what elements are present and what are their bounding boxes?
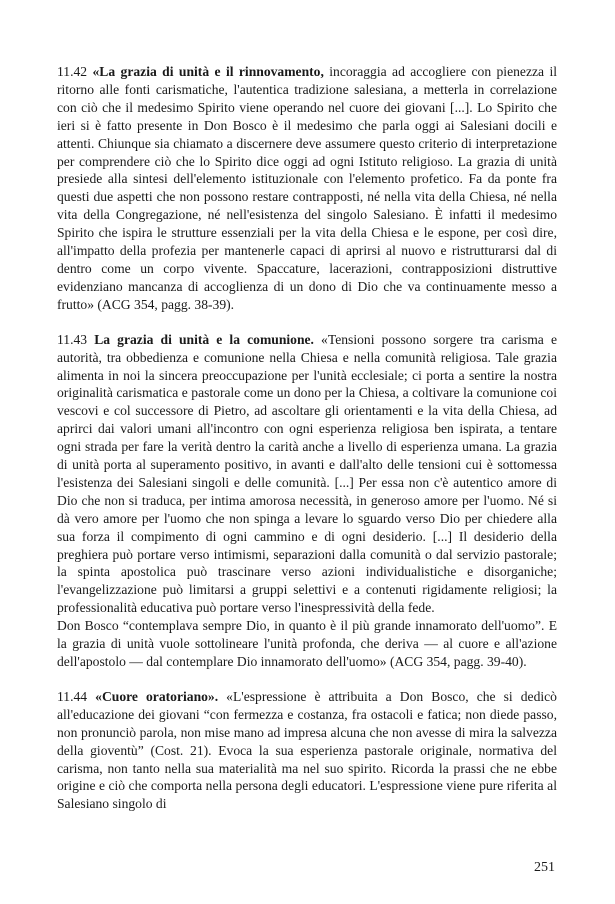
section-title: «Cuore oratoriano». [95,688,219,704]
section-number: 11.44 [57,688,88,704]
page-body [57,63,557,830]
section-title: La grazia di unità e la comunione. [94,331,314,347]
paragraph [57,688,557,813]
section-text: «L'espressione è attribuita a Don Bosco, che si dedicò all'educazione dei giovani “con fermezza e costanza, fra ostacoli e fatica; non diede passo, non pronunciò parola, non mise mano ad impresa alcuna che non avesse di mira la salvezza della gioventù” (Cost. 21). Evoca la sua esperienza pastorale originale, normativa del carisma, non tanto nella sua materialità ma nel suo spirito. Ricorda la prassi che ne ebbe origine e ciò che comporta nella persona degli educatori. L'espressione viene pure riferita al Salesiano singolo di [57,688,557,812]
section-11-42 [57,63,557,314]
section-11-43 [57,331,557,671]
section-number: 11.42 [57,64,88,79]
section-text: incoraggia ad accogliere con pienezza il ritorno alle fonti carismatiche, l'autentica tradizione salesiana, a metterla in correlazione con ciò che il medesimo Spirito viene operando nel cuore dei giovani [...]. Lo Spirito che ieri si è fatto presente in Don Bosco è il medesimo che parla oggi ai Salesiani docili e attenti. Chiunque sia chiamato a discernere deve assumere questo criterio di interpretazione per comprendere ciò che lo Spirito dice oggi ad ogni Istituto religioso. La grazia di unità presiede alla sintesi dell'elemento istituzionale con l'elemento profetico. Fa da ponte fra questi due aspetti che non possono restare contrapposti, né nella vita della Chiesa, né nella vita della Congregazione, né nell'esistenza del singolo Salesiano. È infatti il medesimo Spirito che ispira le strutture essenziali per la vita della Chiesa e le espone, per così dire, all'impatto della profezia per mantenerle capaci di aprirsi al nuovo e ristrutturarsi dal di dentro come un corpo vivente. Spaccature, lacerazioni, contrapposizioni distruttive evidenziano mancanza di accoglienza di un dono di Dio che va continuamente messo a frutto» (ACG 354, pagg. 38-39). [57,64,557,312]
section-11-44 [57,688,557,813]
paragraph: Don Bosco “contemplava sempre Dio, in quanto è il più grande innamorato dell'uomo”. E la grazia di unità vuole sottolineare l'unità profonda, che deriva — al cuore e all'azione dell'apostolo — dal contemplare Dio innamorato dell'uomo» (ACG 354, pagg. 39-40). [57,618,557,669]
section-number: 11.43 [57,331,88,347]
page-number: 251 [534,860,555,875]
section-text: «Tensioni possono sorgere tra carisma e autorità, tra obbedienza e comunione nella Chiesa e nella comunità religiosa. Tale grazia alimenta in noi la sincera preoccupazione per l'unità ecclesiale; ci porta a sentire la nostra originalità carismatica e pastorale come un dono per la Chiesa, a coltivare la comunione coi vescovi e col successore di Pietro, ad ascoltare gli orientamenti e la vita della Chiesa, ad aprirci dai valori umani all'incontro con ogni esperienza religiosa ben ispirata, a tentare ogni strada per fare la verità dentro la carità anche a livello di esperienza umana. La grazia di unità porta al superamento positivo, in avanti e dall'alto delle tensioni cui è sottomessa l'esistenza dei Salesiani singoli e delle comunità. [...] Per essa non c'è autentico amore di Dio che non si traduca, per intima amorosa necessità, in generoso amore per l'uomo. Né si dà vero amore per l'uomo che non spinga a levare lo sguardo verso Dio per chiedere alla sua forza il compimento di ogni cammino e di ogni desiderio. [...] Il desiderio della preghiera può portare verso intimismi, separazioni dalla comunità o dal servizio pastorale; la spinta apostolica può trascinare verso azioni individualistiche e disorganiche; l'evangelizzazione può limitarsi a gruppi selettivi e a contenuti rigidamente religiosi; la professionalità educativa può portare verso l'inespressività della fede. [57,331,557,616]
section-title: «La grazia di unità e il rinnovamento, [92,64,324,79]
paragraph [57,331,557,618]
paragraph [57,63,557,314]
